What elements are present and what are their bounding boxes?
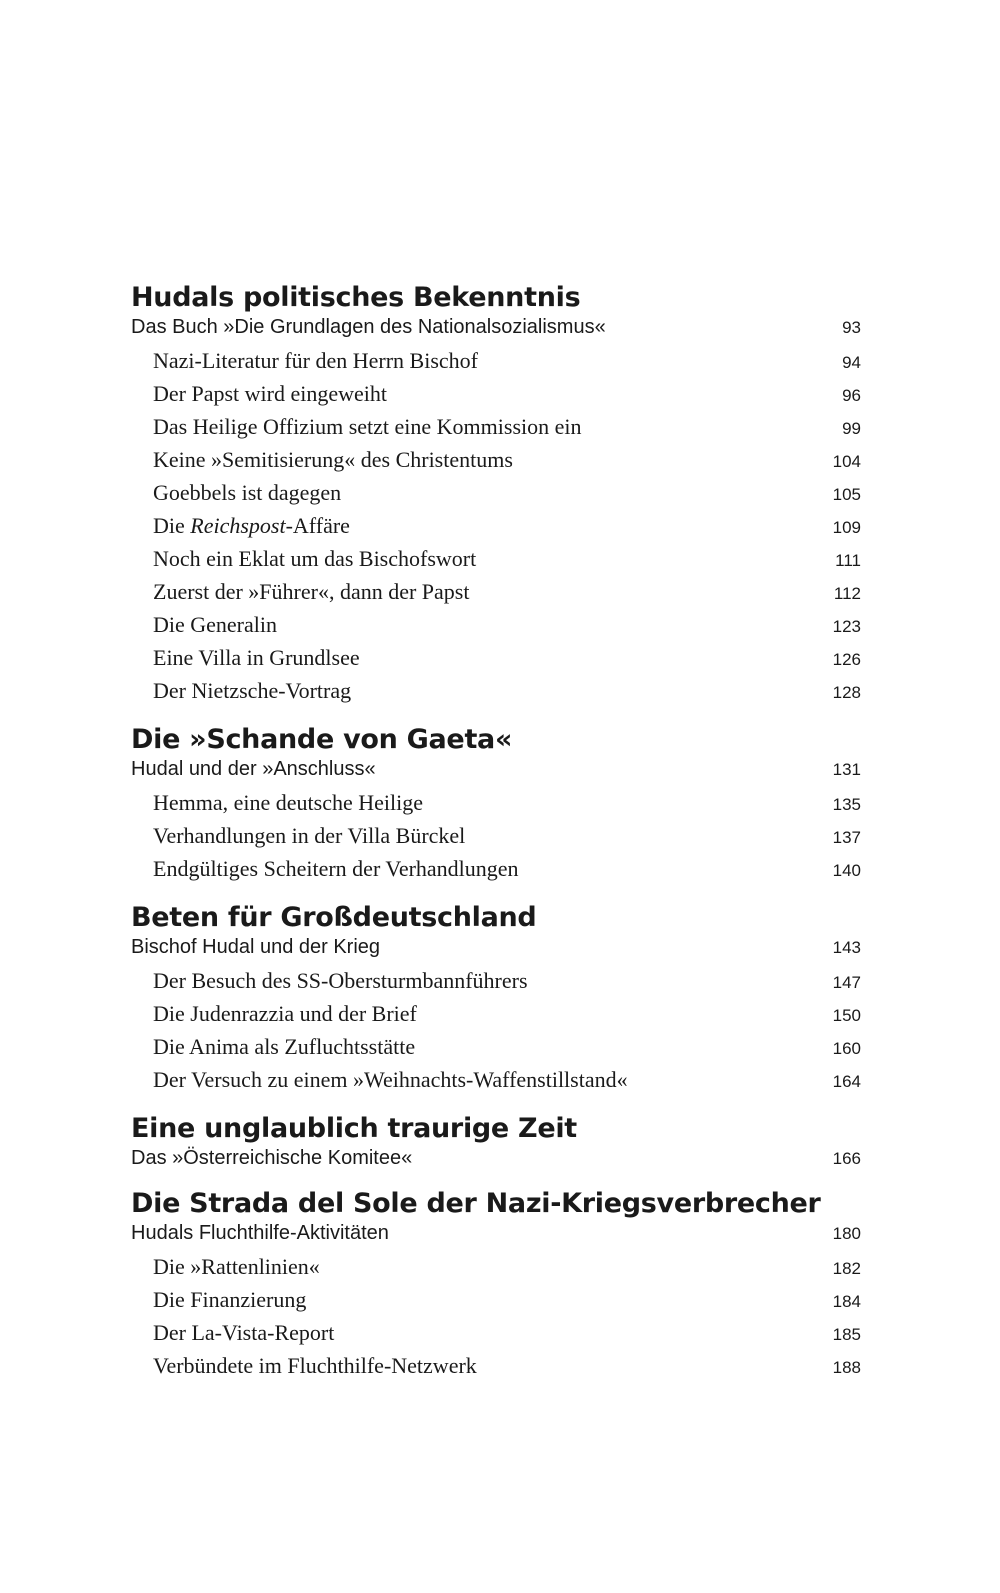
toc-item (131, 345, 861, 378)
toc-item-title: Der Versuch zu einem »Weihnachts-Waffenstillstand« (153, 1067, 628, 1092)
section-title: Eine unglaublich traurige Zeit (131, 1113, 577, 1144)
page-number: 128 (832, 683, 861, 702)
section-subtitle: Hudal und der »Anschluss« (131, 758, 376, 780)
toc-item-title: Die Anima als Zufluchtsstätte (153, 1034, 416, 1059)
section-subtitle-row (131, 1145, 861, 1172)
toc-item (131, 1350, 861, 1383)
toc-item (131, 576, 861, 609)
toc-item (131, 411, 861, 444)
toc-item (131, 444, 861, 477)
toc-item-title: Keine »Semitisierung« des Christentums (153, 447, 513, 472)
toc-items (131, 965, 861, 1097)
page-number: 160 (832, 1039, 861, 1058)
page-number: 188 (832, 1358, 861, 1377)
toc-item-title: Das Heilige Offizium setzt eine Kommission ein (153, 414, 582, 439)
toc-item-title: Die »Rattenlinien« (153, 1254, 320, 1279)
section-title: Hudals politisches Bekenntnis (131, 282, 581, 313)
toc-item (131, 820, 861, 853)
page-number: 94 (842, 353, 861, 372)
page-number: 180 (832, 1224, 861, 1243)
toc-item-title: Der Papst wird eingeweiht (153, 381, 387, 406)
section-subtitle-row (131, 934, 861, 961)
toc-item (131, 1251, 861, 1284)
section-subtitle: Hudals Fluchthilfe-Aktivitäten (131, 1222, 389, 1244)
toc-item (131, 1317, 861, 1350)
section-subtitle: Das »Österreichische Komitee« (131, 1147, 413, 1169)
page-number: 137 (832, 828, 861, 847)
toc-item-title: Endgültiges Scheitern der Verhandlungen (153, 856, 519, 881)
toc-item-title: Die Finanzierung (153, 1287, 307, 1312)
toc-item (131, 378, 861, 411)
toc-item-title: Goebbels ist dagegen (153, 480, 342, 505)
toc-section (131, 1113, 861, 1172)
toc-items (131, 345, 861, 708)
toc-item-title: Verhandlungen in der Villa Bürckel (153, 823, 466, 848)
section-title: Die Strada del Sole der Nazi-Kriegsverbrecher (131, 1188, 821, 1219)
page-number: 112 (833, 584, 861, 603)
page-number: 109 (832, 518, 861, 537)
section-subtitle-row (131, 1220, 861, 1247)
toc-item (131, 1284, 861, 1317)
page-number: 166 (832, 1149, 861, 1168)
section-title: Beten für Großdeutschland (131, 902, 537, 933)
toc-item-title: Nazi-Literatur für den Herrn Bischof (153, 348, 478, 373)
page-number: 147 (832, 973, 861, 992)
toc-item (131, 787, 861, 820)
toc-item-title: Eine Villa in Grundlsee (153, 645, 360, 670)
toc-item (131, 543, 861, 576)
page-number: 123 (832, 617, 861, 636)
toc-section (131, 902, 861, 1097)
toc-item-title: Hemma, eine deutsche Heilige (153, 790, 424, 815)
page-number: 105 (832, 485, 861, 504)
toc-item (131, 1064, 861, 1097)
page-number: 164 (832, 1072, 861, 1091)
toc-item-title: Die Generalin (153, 612, 277, 637)
toc-item-title: Zuerst der »Führer«, dann der Papst (153, 579, 470, 604)
toc-item-title: Verbündete im Fluchthilfe-Netzwerk (153, 1353, 477, 1378)
page-number: 93 (842, 318, 861, 337)
section-subtitle: Bischof Hudal und der Krieg (131, 936, 381, 958)
page-number: 99 (842, 419, 861, 438)
page-number: 184 (832, 1292, 861, 1311)
toc-item-title: Der Besuch des SS-Obersturmbannführers (153, 968, 528, 993)
page-number: 185 (832, 1325, 861, 1344)
page-number: 150 (832, 1006, 861, 1025)
toc-item (131, 510, 861, 543)
page-number: 126 (832, 650, 861, 669)
toc-item (131, 1031, 861, 1064)
toc-items (131, 1251, 861, 1383)
toc-item-title: Der Nietzsche-Vortrag (153, 678, 352, 703)
toc-item (131, 675, 861, 708)
table-of-contents (131, 282, 861, 1399)
toc-item-title: Die Judenrazzia und der Brief (153, 1001, 417, 1026)
toc-section (131, 282, 861, 708)
page-number: 182 (832, 1259, 861, 1278)
toc-item (131, 998, 861, 1031)
toc-item (131, 965, 861, 998)
toc-item-title: Die Reichspost-Affäre (153, 513, 350, 538)
page-number: 143 (832, 938, 861, 957)
page-number: 104 (832, 452, 861, 471)
toc-item-title: Der La-Vista-Report (153, 1320, 335, 1345)
page-number: 140 (832, 861, 861, 880)
toc-item (131, 642, 861, 675)
page-number: 131 (832, 760, 861, 779)
page-number: 96 (842, 386, 861, 405)
toc-item (131, 477, 861, 510)
section-subtitle-row (131, 756, 861, 783)
section-subtitle-row (131, 314, 861, 341)
toc-item (131, 853, 861, 886)
page-number: 135 (832, 795, 861, 814)
toc-items (131, 787, 861, 886)
toc-section (131, 1188, 861, 1383)
toc-item-title: Noch ein Eklat um das Bischofswort (153, 546, 477, 571)
section-title: Die »Schande von Gaeta« (131, 724, 513, 755)
toc-section (131, 724, 861, 886)
page-number: 111 (835, 551, 861, 570)
toc-item (131, 609, 861, 642)
section-subtitle: Das Buch »Die Grundlagen des Nationalsozialismus« (131, 316, 606, 338)
